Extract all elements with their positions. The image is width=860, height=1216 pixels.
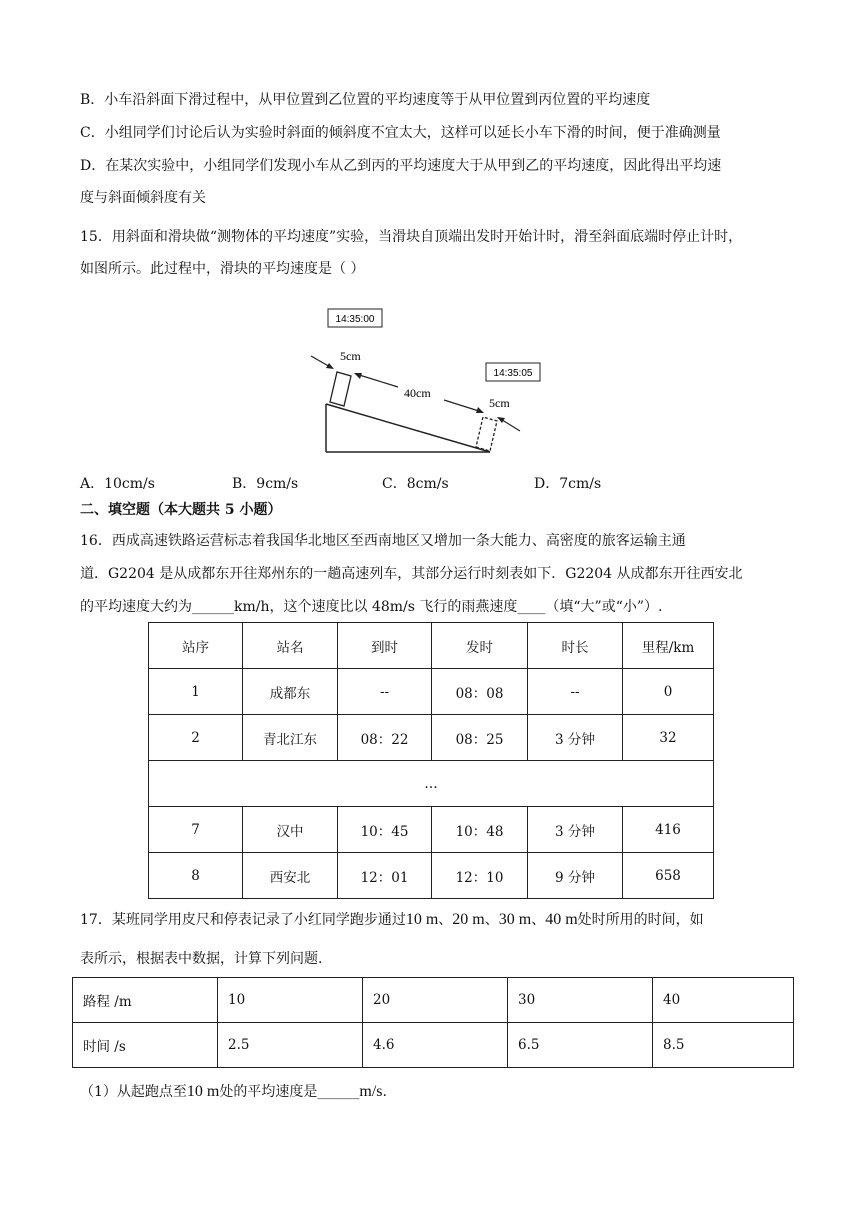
q17-data-table: [72, 977, 794, 1068]
table-cell: 30: [508, 978, 653, 1023]
table-cell: 08：25: [432, 715, 528, 761]
table-cell: 12：10: [432, 853, 528, 899]
ellipsis-cell: …: [149, 761, 714, 807]
table-cell: 08：08: [432, 669, 528, 715]
section-2-title: 二、填空题（本大题共 5 小题）: [80, 502, 282, 518]
q14-option-b: B．小车沿斜面下滑过程中，从甲位置到乙位置的平均速度等于从甲位置到丙位置的平均速度: [80, 92, 651, 108]
q17-distance-2: 20 m: [452, 911, 485, 928]
label-5cm-bottom: 5cm: [489, 396, 510, 410]
q17-distance-4: 40 m: [545, 911, 578, 928]
q17-text-a: 17．某班同学用皮尺和停表记录了小红同学跑步通过: [80, 912, 406, 928]
table-cell: 1: [149, 669, 243, 715]
table-cell: --: [528, 669, 623, 715]
table-cell: 2.5: [218, 1023, 363, 1068]
arrowhead-40cm-left: [354, 373, 362, 379]
table-cell: --: [338, 669, 432, 715]
label-5cm-top: 5cm: [340, 349, 361, 363]
sub1-distance: 10 m: [186, 1083, 220, 1100]
table-cell: 8: [149, 853, 243, 899]
table-cell: 7: [149, 807, 243, 853]
table-cell: 2: [149, 715, 243, 761]
table-row: [149, 669, 714, 715]
table-cell: 路程 /m: [73, 978, 218, 1023]
table-cell: 10：48: [432, 807, 528, 853]
arrowhead-40cm-right: [476, 407, 484, 413]
table-cell: 西安北: [243, 853, 338, 899]
q16-stem-line2: 道．G2204 是从成都东开往郑州东的一趟高速列车，其部分运行时刻表如下．G2204 从成都东开往西安北: [80, 566, 743, 582]
table-cell: 0: [623, 669, 714, 715]
q17-text-b: 处时所用的时间，如: [577, 912, 704, 928]
timer-start-text: 14:35:00: [335, 314, 375, 325]
table-cell: 4.6: [363, 1023, 508, 1068]
header-cell: 发时: [432, 623, 528, 669]
q17-subquestion-1: [80, 1082, 387, 1102]
sub1-unit: m/s: [359, 1083, 383, 1100]
table-header-row: [149, 623, 714, 669]
header-cell: 站序: [149, 623, 243, 669]
timer-end-text: 14:35:05: [493, 368, 533, 379]
sub1-text-b: 处的平均速度是______: [219, 1084, 360, 1100]
q15-choice-d: D．7cm/s: [534, 476, 602, 492]
table-row: [149, 807, 714, 853]
header-cell: 站名: [243, 623, 338, 669]
table-cell: 12：01: [338, 853, 432, 899]
arrow-40cm-right: [444, 400, 482, 412]
table-row: [73, 1023, 794, 1068]
q15-stem-line2: 如图所示。此过程中，滑块的平均速度是（ ）: [80, 261, 365, 277]
q16-stem-line3: 的平均速度大约为______km/h，这个速度比以 48m/s 飞行的雨燕速度____（填“大”或“小”）.: [80, 599, 663, 615]
q17-distance-3: 30 m: [498, 911, 532, 928]
table-cell: 时间 /s: [73, 1023, 218, 1068]
header-cell: 里程/km: [623, 623, 714, 669]
table-cell: 10: [218, 978, 363, 1023]
q17-sep: 、: [531, 912, 546, 928]
q14-option-d-line1: D．在某次实验中，小组同学们发现小车从乙到丙的平均速度大于从甲到乙的平均速度，因此得出平均速: [80, 158, 722, 174]
arrowhead-top-block: [326, 363, 334, 369]
sub1-end: .: [382, 1084, 387, 1100]
table-row: [149, 715, 714, 761]
table-ellipsis-row: [149, 761, 714, 807]
table-cell: 成都东: [243, 669, 338, 715]
table-cell: 08：22: [338, 715, 432, 761]
incline-slope: [326, 404, 490, 452]
q17-sep: 、: [484, 912, 499, 928]
table-cell: 3 分钟: [528, 715, 623, 761]
header-cell: 时长: [528, 623, 623, 669]
slider-block-top: [330, 372, 351, 406]
q17-stem-line1: [80, 910, 704, 930]
table-cell: 40: [653, 978, 794, 1023]
q17-sep: 、: [438, 912, 453, 928]
sub1-text-a: （1）从起跑点至: [80, 1084, 187, 1100]
table-cell: 汉中: [243, 807, 338, 853]
q15-choice-a: A．10cm/s: [80, 476, 155, 492]
arrowhead-bottom-block: [497, 417, 505, 423]
table-row: [149, 853, 714, 899]
table-row: [73, 978, 794, 1023]
q16-timetable: [148, 622, 714, 899]
table-cell: 20: [363, 978, 508, 1023]
label-40cm: 40cm: [404, 386, 431, 400]
q15-choice-b: B．9cm/s: [232, 476, 299, 492]
q16-stem-line1: 16．西成高速铁路运营标志着我国华北地区至西南地区又增加一条大能力、高密度的旅客运输主通: [80, 533, 686, 549]
q14-option-d-line2: 度与斜面倾斜度有关: [80, 190, 206, 206]
q17-stem-line2: 表所示，根据表中数据，计算下列问题.: [80, 951, 323, 967]
header-cell: 到时: [338, 623, 432, 669]
slider-block-bottom: [476, 417, 497, 451]
q17-distance-1: 10 m: [405, 911, 439, 928]
table-cell: 青北江东: [243, 715, 338, 761]
q15-stem-line1: 15．用斜面和滑块做“测物体的平均速度”实验，当滑块自顶端出发时开始计时，滑至斜面底端时停止计时，: [80, 229, 743, 245]
table-cell: 416: [623, 807, 714, 853]
q15-choice-c: C．8cm/s: [382, 476, 449, 492]
table-cell: 6.5: [508, 1023, 653, 1068]
table-cell: 8.5: [653, 1023, 794, 1068]
table-cell: 658: [623, 853, 714, 899]
table-cell: 9 分钟: [528, 853, 623, 899]
arrow-40cm-left: [356, 374, 398, 387]
table-cell: 32: [623, 715, 714, 761]
incline-figure: [300, 300, 560, 460]
table-cell: 3 分钟: [528, 807, 623, 853]
table-cell: 10：45: [338, 807, 432, 853]
q14-option-c: C．小组同学们讨论后认为实验时斜面的倾斜度不宜太大，这样可以延长小车下滑的时间，便于准确测量: [80, 125, 721, 141]
